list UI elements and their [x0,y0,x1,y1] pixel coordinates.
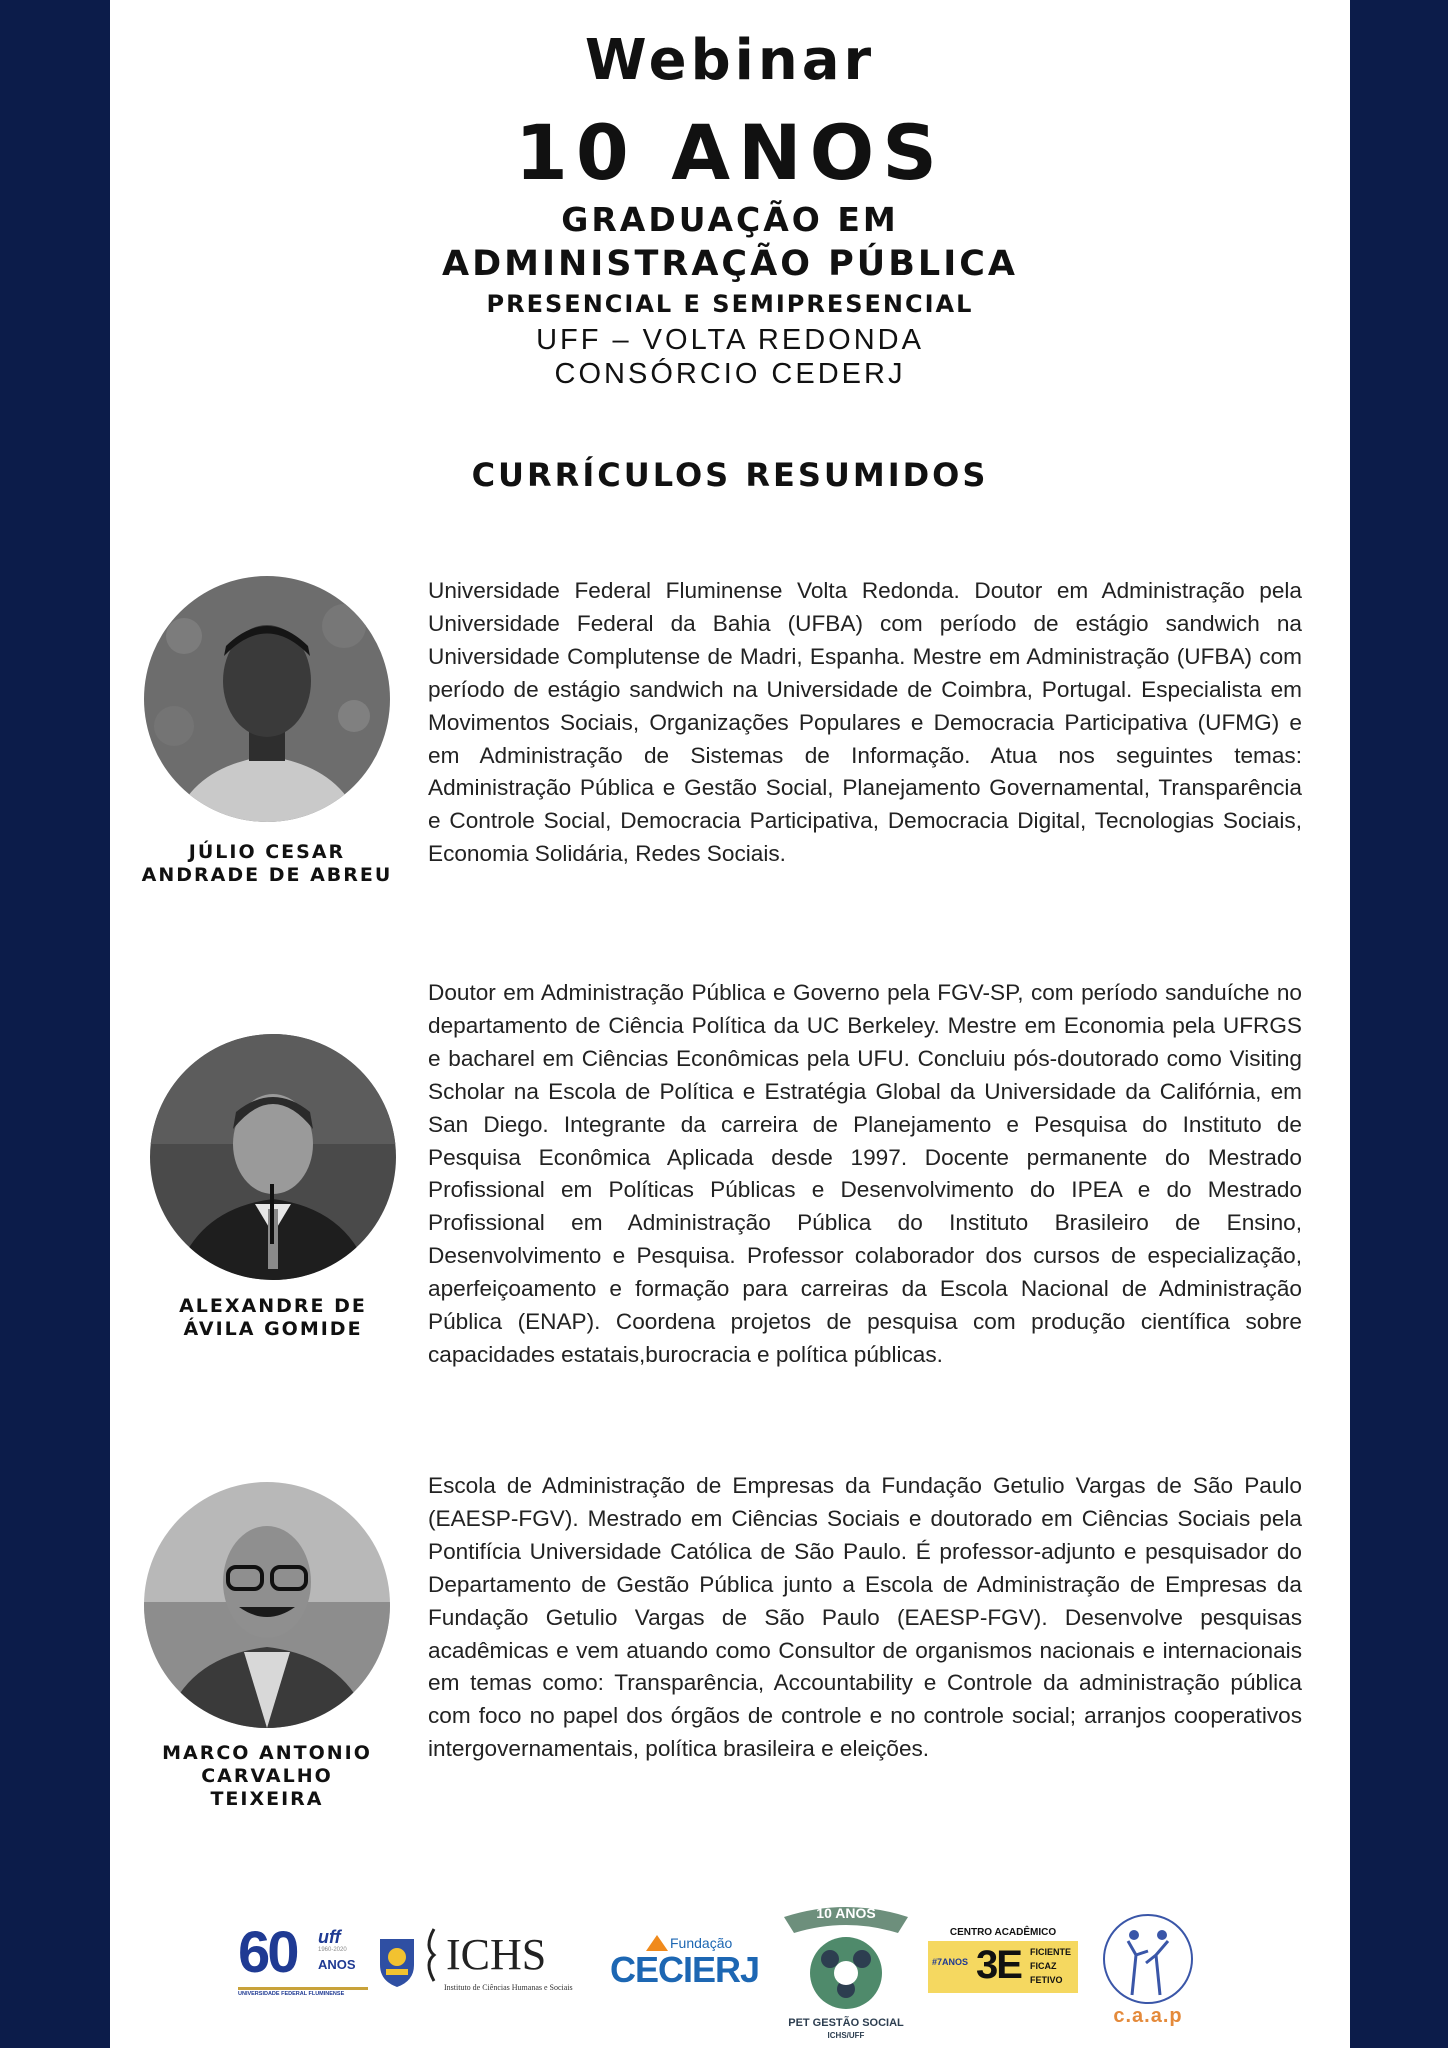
centro-academico-logo [928,1925,1078,2009]
ca-big: 3E [976,1943,1021,1987]
ca-title: CENTRO ACADÊMICO [928,1925,1078,1941]
caap-name: c.a.a.p [1113,2005,1183,2027]
poster [110,0,1350,2048]
speaker-bio-marco: Escola de Administração de Empresas da Fundação Getulio Vargas de São Paulo (EAESP-FGV). Mestrado em Ciências Sociais e doutorado em Ciências Sociais pela Pontifícia Universidade Católica de São Paulo. É professor-adjunto e pesquisador do Departamento de Gestão Pública junto a Escola de Administração de Empresas da Fundação Getulio Vargas de São Paulo (EAESP-FGV). Desenvolve pesquisas acadêmicas e vem atuando como Consultor de organismos nacionais e internacionais em temas como: Transparência, Accountability e Controle da administração pública com foco no papel dos órgãos de controle e no controle social; arranjos cooperativos intergovernamentais, política brasileira e eleições. [428,1473,1302,1762]
course-location: UFF – VOLTA REDONDA [536,324,924,356]
speaker-name-line: ÁVILA GOMIDE [183,1318,363,1340]
cecierj-name: CECIERJ [610,1949,760,1990]
course-modality: PRESENCIAL E SEMIPRESENCIAL [486,290,974,318]
cecierj-logo [610,1935,760,1995]
cecierj-fundacao: Fundação [670,1935,733,1951]
uff-caption: UNIVERSIDADE FEDERAL FLUMINENSE [238,1991,345,1997]
anniversary-title: 10 ANOS [515,108,945,197]
speaker-name-line: MARCO ANTONIO [162,1742,372,1764]
ca-line3: FETIVO [1030,1975,1063,1985]
ca-tag: #7ANOS [932,1957,969,1967]
speaker-name-marco [137,1742,397,1811]
course-consortium: CONSÓRCIO CEDERJ [554,358,906,390]
uff-underline [238,1987,368,1990]
webinar-title: Webinar [584,28,876,93]
ichs-caption: Instituto de Ciências Humanas e Sociais [444,1983,573,1992]
speaker-name-line: ANDRADE DE ABREU [141,864,393,886]
ichs-emblem-icon [422,1927,442,1983]
speaker-name-line: TEIXEIRA [210,1788,324,1810]
uff-60-anos-logo [238,1920,368,1997]
speaker-name-alexandre [143,1295,403,1341]
ca-footer [928,1993,1078,2009]
pet-banner-text: 10 ANOS [816,1905,876,1921]
speaker-photo-julio [144,576,390,822]
course-title-line1: GRADUAÇÃO EM [561,200,899,239]
course-title-line2: ADMINISTRAÇÃO PÚBLICA [442,244,1018,284]
sponsor-logos [110,1895,1350,2048]
ichs-name: ICHS [446,1930,547,1979]
pet-caption-1: PET GESTÃO SOCIAL [788,2017,904,2029]
ca-line2: FICAZ [1030,1961,1057,1971]
speaker-name-line: ALEXANDRE DE [179,1295,367,1317]
caap-emblem-icon [1098,1911,1198,2007]
ichs-logo [422,1927,602,1997]
speaker-bio-alexandre: Doutor em Administração Pública e Governo pela FGV-SP, com período sanduíche no departamento de Ciência Política da UC Berkeley. Mestre em Economia pela UFRGS e bacharel em Ciências Econômicas pela UFU. Concluiu pós-doutorado como Visiting Scholar na Escola de Política e Estratégia Global da Universidade da Califórnia, em San Diego. Integrante da carreira de Planejamento e Pesquisa do Instituto de Pesquisa Econômica Aplicada desde 1997. Docente permanente do Mestrado Profissional em Políticas Públicas e Desenvolvimento do IPEA e do Mestrado Profissional em Administração Pública do Instituto Brasileiro de Ensino, Desenvolvimento e Pesquisa. Professor colaborador dos cursos de especialização, aperfeiçoamento e formação para carreiras da Escola Nacional de Administração Pública (ENAP). Coordena projetos de pesquisa com produção científica sobre capacidades estatais,burocracia e política públicas. [428,980,1302,1367]
pet-figures-icon [796,1931,896,2015]
speaker-bio-julio: Universidade Federal Fluminense Volta Redonda. Doutor em Administração pela Universidade Federal da Bahia (UFBA) com período de estágio sandwich na Universidade Complutense de Madri, Espanha. Mestre em Administração (UFBA) com período de estágio sandwich na Universidade de Coimbra, Portugal. Especialista em Movimentos Sociais, Organizações Populares e Democracia Participativa (UFMG) e em Administração de Sistemas de Informação. Atua nos seguintes temas: Administração Pública e Gestão Social, Planejamento Governamental, Transparência e Controle Social, Democracia Participativa, Democracia Digital, Tecnologias Sociais, Economia Solidária, Redes Sociais. [428,578,1302,867]
uff-anos: ANOS [318,1957,356,1972]
caap-logo [1098,1911,1198,2031]
speaker-photo-marco [144,1482,390,1728]
pet-caption-2: ICHS/UFF [827,2031,865,2040]
pet-gestao-social-logo [778,1897,914,2045]
speaker-photo-alexandre [150,1034,396,1280]
uff-years: 1960-2020 [318,1947,347,1953]
uff-60-number: 60 [238,1920,297,1985]
uff-crest-icon [376,1933,418,1989]
ca-line1: FICIENTE [1030,1947,1072,1957]
speaker-name-line: CARVALHO [201,1765,333,1787]
uff-wordmark: uff [318,1927,341,1947]
speaker-name-julio [137,841,397,887]
section-title: CURRÍCULOS RESUMIDOS [471,456,989,494]
speaker-name-line: JÚLIO CESAR [188,841,346,863]
